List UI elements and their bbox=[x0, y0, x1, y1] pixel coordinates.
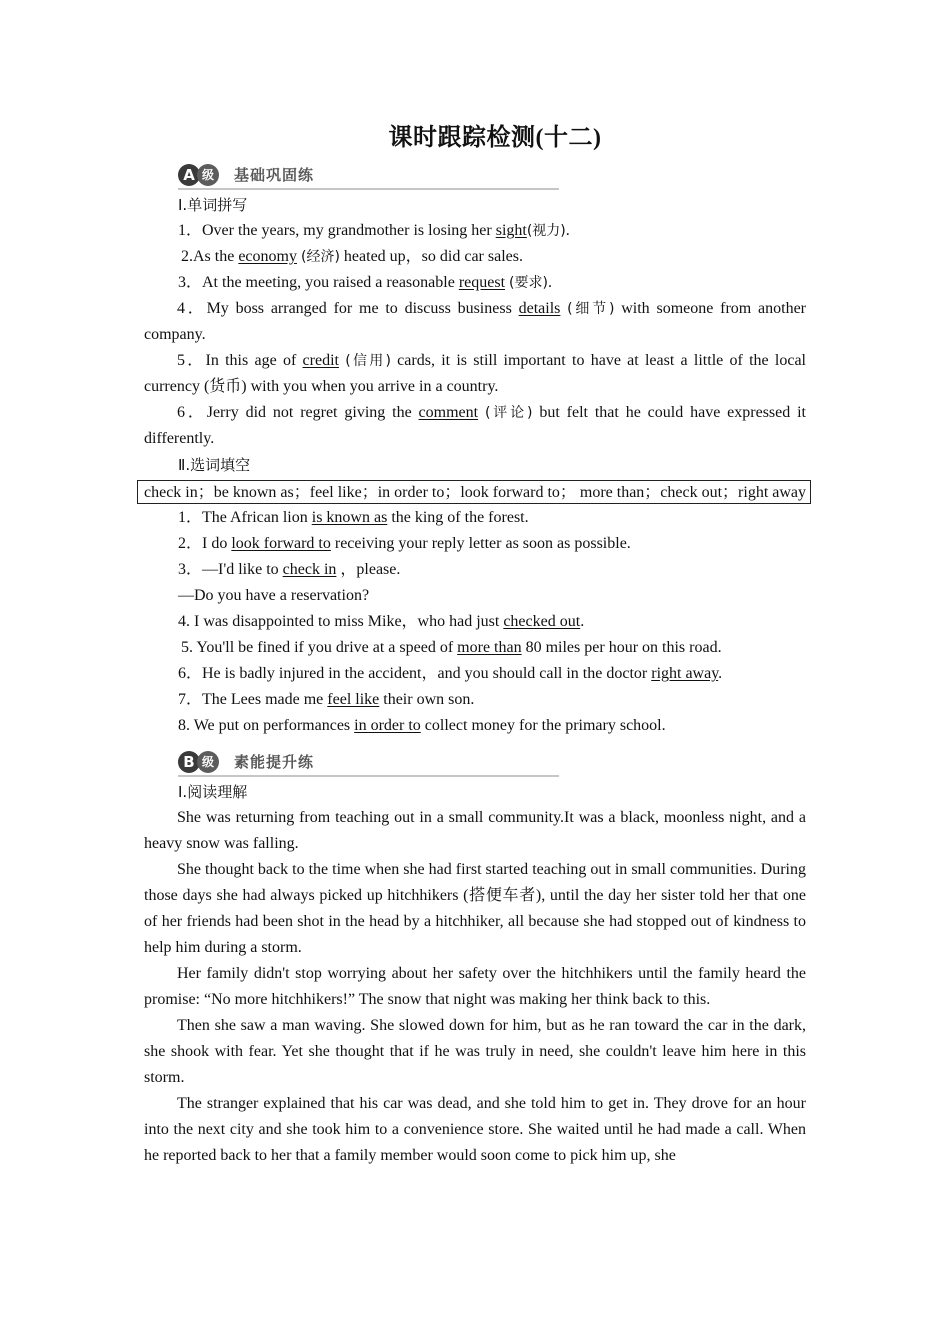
spelling-item: 1．Over the years, my grandmother is losing her sight(视力). bbox=[178, 222, 570, 239]
answer: is known as bbox=[311, 509, 388, 526]
fill-item: 5. You'll be fined if you drive at a speed of more than 80 miles per hour on this road. bbox=[181, 639, 722, 656]
level-a-letter: A bbox=[178, 164, 200, 186]
answer: in order to bbox=[354, 717, 421, 734]
reading-paragraph: She thought back to the time when she had first started teaching out in small communities. During those days she had always picked up hitchhikers (搭便车者), until the day her sister told her that one of her friends had been shot in the head by a hitchhiker, all because she had stopped out of kindness to help him during a storm. bbox=[144, 861, 806, 956]
section-heading-spelling: Ⅰ.单词拼写 bbox=[178, 196, 248, 214]
word-bank-box: check in；be known as；feel like；in order to；look forward to； more than；check out；right away bbox=[137, 480, 811, 504]
fill-item: 1．The African lion is known as the king of the forest. bbox=[178, 509, 529, 526]
reading-paragraph: The stranger explained that his car was dead, and she told him to get in. They drove for an hour into the next city and she took him to a convenience store. She waited until he had made a call. When he reported back to her that a family member would soon come to pick him up, she bbox=[144, 1095, 806, 1164]
answer: comment bbox=[418, 404, 479, 421]
answer: look forward to bbox=[231, 535, 331, 552]
fill-item: 7．The Lees made me feel like their own son. bbox=[178, 691, 475, 708]
spelling-item: 4．My boss arranged for me to discuss business details (细节) with someone from another company. bbox=[144, 300, 806, 343]
answer: more than bbox=[457, 639, 522, 656]
fill-item: 6．He is badly injured in the accident，and you should call in the doctor right away. bbox=[178, 665, 723, 682]
level-b-name: 素能提升练 bbox=[234, 753, 315, 771]
level-b-badge bbox=[178, 751, 219, 773]
fill-list bbox=[144, 505, 806, 739]
answer: details bbox=[518, 300, 561, 317]
reading-paragraph: She was returning from teaching out in a small community.It was a black, moonless night, and a heavy snow was falling. bbox=[144, 809, 806, 852]
spelling-item: 6．Jerry did not regret giving the comment (评论) but felt that he could have expressed it differently. bbox=[144, 404, 807, 447]
reading-passage bbox=[144, 805, 806, 1169]
fill-item: 3．—I'd like to check in ，please. bbox=[178, 561, 401, 578]
answer: feel like bbox=[327, 691, 380, 708]
level-b-letter: B bbox=[178, 751, 200, 773]
section-heading-fill: Ⅱ.选词填空 bbox=[178, 456, 251, 474]
level-a-badge bbox=[178, 164, 219, 186]
level-a-name: 基础巩固练 bbox=[234, 166, 315, 184]
answer: request bbox=[458, 274, 506, 291]
answer: check in bbox=[282, 561, 337, 578]
spelling-item: 2.As the economy (经济) heated up，so did car sales. bbox=[181, 248, 523, 265]
fill-item: —Do you have a reservation? bbox=[178, 587, 370, 604]
level-b-header bbox=[178, 749, 559, 779]
level-a-rule bbox=[178, 188, 559, 190]
answer: checked out bbox=[503, 613, 581, 630]
fill-item: 2．I do look forward to receiving your reply letter as soon as possible. bbox=[178, 535, 631, 552]
level-b-ji: 级 bbox=[197, 751, 219, 773]
answer: right away bbox=[651, 665, 719, 682]
spelling-list bbox=[144, 218, 806, 452]
reading-paragraph: Then she saw a man waving. She slowed down for him, but as he ran toward the car in the dark, she shook with fear. Yet she thought that if he was truly in need, she couldn't leave him here in this storm. bbox=[144, 1017, 806, 1086]
fill-item: 4. I was disappointed to miss Mike，who had just checked out. bbox=[178, 613, 585, 630]
answer: economy bbox=[238, 248, 297, 265]
answer: credit bbox=[302, 352, 339, 369]
page-title: 课时跟踪检测(十二) bbox=[388, 125, 602, 151]
answer: sight bbox=[495, 222, 527, 239]
spelling-item: 5．In this age of credit (信用) cards, it is still important to have at least a little of the local currency (货币) with you when you arrive in a country. bbox=[144, 352, 806, 395]
level-a-header bbox=[178, 162, 559, 192]
level-b-rule bbox=[178, 775, 559, 777]
reading-paragraph: Her family didn't stop worrying about her safety over the hitchhikers until the family heard the promise: “No more hitchhikers!” The snow that night was making her think back to this. bbox=[144, 965, 806, 1008]
worksheet-page bbox=[144, 118, 806, 1169]
level-a-ji: 级 bbox=[197, 164, 219, 186]
fill-item: 8. We put on performances in order to collect money for the primary school. bbox=[178, 717, 666, 734]
section-heading-reading: Ⅰ.阅读理解 bbox=[178, 783, 248, 801]
spelling-item: 3．At the meeting, you raised a reasonable request (要求). bbox=[178, 274, 552, 291]
